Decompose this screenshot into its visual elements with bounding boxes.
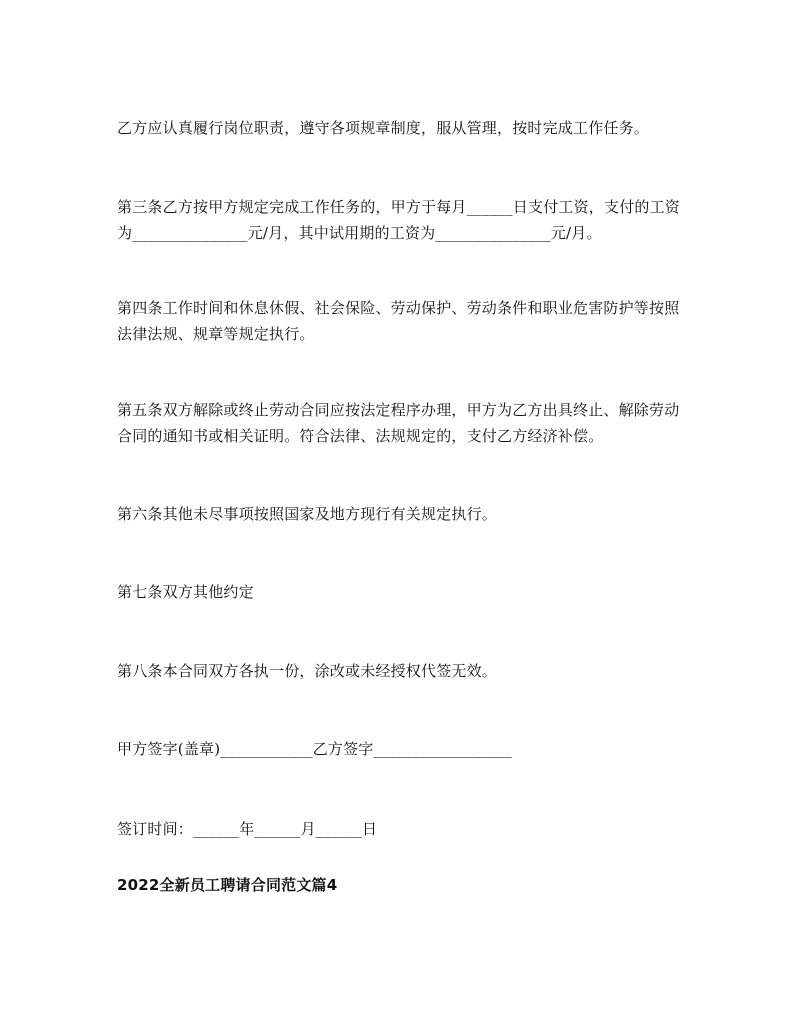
paragraph-article-8-copies: 第八条本合同双方各执一份，涂改或未经授权代签无效。 xyxy=(117,662,498,680)
signature-line: 甲方签字(盖章)____________乙方签字__________________ xyxy=(117,740,513,758)
signing-date-line: 签订时间：______年______月______日 xyxy=(117,820,378,838)
paragraph-article-4-working-conditions: 第四条工作时间和休息休假、社会保险、劳动保护、劳动条件和职业危害防护等按照法律法规、规章等规定执行。 xyxy=(117,299,680,343)
paragraph-article-6-other-matters: 第六条其他未尽事项按照国家及地方现行有关规定执行。 xyxy=(117,505,498,523)
paragraph-article-7-other-agreements: 第七条双方其他约定 xyxy=(117,583,254,601)
paragraph-article-5-termination: 第五条双方解除或终止劳动合同应按法定程序办理，甲方为乙方出具终止、解除劳动合同的通知书或相关证明。符合法律、法规规定的，支付乙方经济补偿。 xyxy=(117,401,680,445)
paragraph-article-3-wages: 第三条乙方按甲方规定完成工作任务的，甲方于每月______日支付工资，支付的工资为_______________元/月，其中试用期的工资为_______________元/月。 xyxy=(117,198,681,242)
paragraph-duties: 乙方应认真履行岗位职责，遵守各项规章制度，服从管理，按时完成工作任务。 xyxy=(117,119,650,137)
section-heading: 2022全新员工聘请合同范文篇4 xyxy=(117,876,338,894)
